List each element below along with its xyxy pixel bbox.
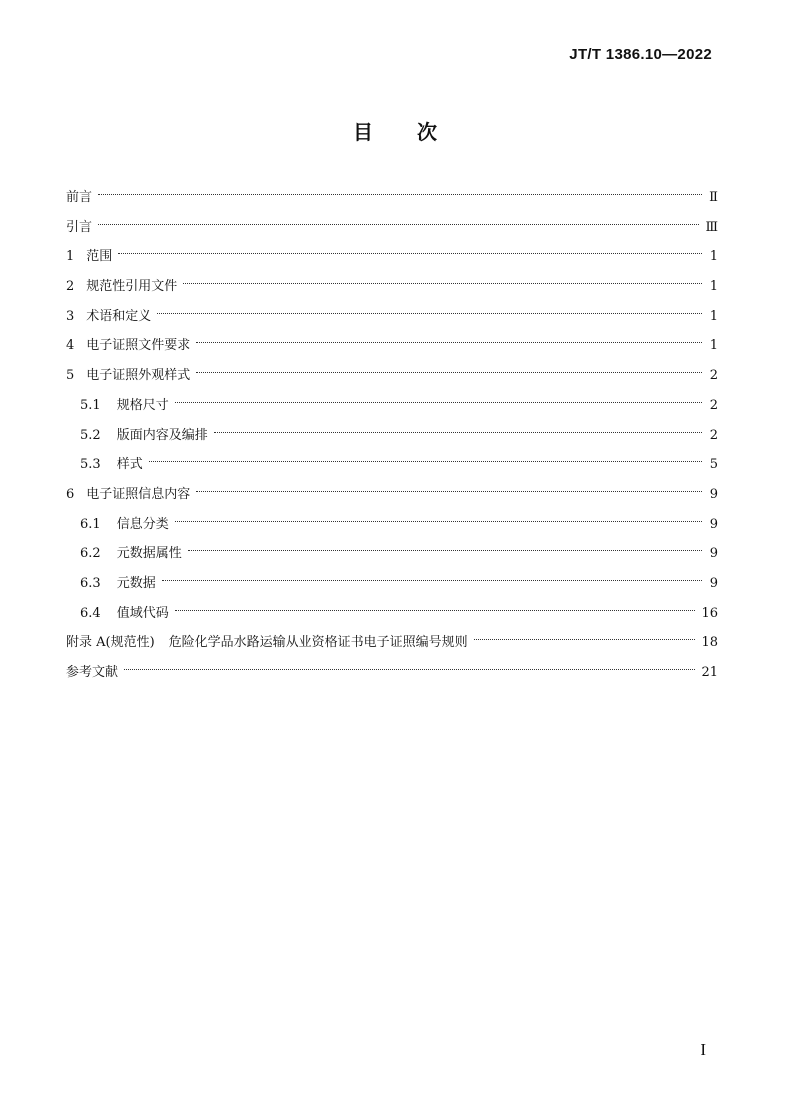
toc-entry[interactable] (66, 450, 718, 480)
toc-entry[interactable] (66, 183, 718, 213)
toc-entry-label: 电子证照文件要求 (86, 338, 191, 354)
toc-leader-dots (149, 461, 702, 462)
toc-entry-label: 值域代码 (116, 605, 169, 621)
toc-entry[interactable] (66, 480, 718, 510)
toc-title-char: 次 (417, 120, 437, 144)
toc-title (0, 116, 790, 145)
toc-entry-label: 参考文献 (66, 665, 119, 680)
toc-entry[interactable] (66, 421, 718, 451)
toc-title-char: 目 (353, 120, 373, 144)
toc-entry-page: 1 (709, 249, 718, 265)
page-number: I (700, 1040, 706, 1059)
toc-entry-page: 9 (709, 575, 718, 591)
toc-entry-page: 2 (709, 427, 718, 443)
toc-entry-page: 1 (709, 308, 718, 324)
toc-entry-label: 危险化学品水路运输从业资格证书电子证照编号规则 (168, 635, 468, 651)
toc-entry[interactable] (66, 391, 718, 421)
toc-leader-dots (188, 550, 702, 551)
toc-entry-label: 电子证照信息内容 (86, 486, 191, 502)
toc-entry[interactable] (66, 599, 718, 629)
toc-list (66, 183, 718, 688)
toc-leader-dots (196, 372, 702, 373)
toc-entry-label: 范围 (86, 249, 113, 265)
toc-leader-dots (196, 342, 702, 343)
toc-entry-label: 术语和定义 (86, 308, 152, 324)
toc-entry-number: 2 (66, 279, 75, 295)
toc-entry-label: 电子证照外观样式 (86, 368, 191, 384)
toc-entry-number: 5.3 (80, 457, 101, 473)
toc-entry[interactable] (66, 272, 718, 302)
toc-entry-number: 5.1 (80, 397, 101, 413)
toc-entry-number: 5 (66, 368, 75, 384)
toc-entry-label: 版面内容及编排 (116, 427, 208, 443)
toc-entry-number: 5.2 (80, 427, 101, 443)
toc-leader-dots (175, 402, 702, 403)
toc-entry-number: 6.3 (80, 575, 101, 591)
toc-entry-label: 规范性引用文件 (86, 279, 178, 295)
toc-entry[interactable] (66, 242, 718, 272)
toc-leader-dots (175, 610, 696, 611)
toc-entry-page: 2 (709, 397, 718, 413)
toc-entry-page: 9 (709, 546, 718, 562)
toc-entry[interactable] (66, 302, 718, 332)
toc-entry-number: 1 (66, 249, 75, 265)
toc-entry-label: 规格尺寸 (116, 397, 169, 413)
toc-entry[interactable] (66, 331, 718, 361)
toc-leader-dots (98, 194, 702, 195)
toc-leader-dots (118, 253, 702, 254)
toc-entry-label: 元数据属性 (116, 546, 182, 562)
toc-entry-page: 5 (709, 457, 718, 473)
toc-entry[interactable] (66, 510, 718, 540)
toc-leader-dots (183, 283, 702, 284)
toc-entry[interactable] (66, 628, 718, 658)
toc-entry-page: 16 (701, 605, 718, 621)
toc-entry-number: 6.1 (80, 516, 101, 532)
toc-entry-page: 1 (709, 279, 718, 295)
toc-entry-page: 9 (709, 486, 718, 502)
toc-entry-label: 信息分类 (116, 516, 169, 532)
toc-leader-dots (162, 580, 702, 581)
toc-entry[interactable] (66, 213, 718, 243)
toc-entry-page: 1 (709, 338, 718, 354)
toc-entry-number: 6.2 (80, 546, 101, 562)
toc-entry-page: 21 (701, 665, 718, 680)
toc-entry-label: 样式 (116, 457, 143, 473)
toc-entry-label: 前言 (66, 190, 93, 205)
toc-entry[interactable] (66, 569, 718, 599)
toc-entry-page: 2 (709, 368, 718, 384)
toc-entry-label: 引言 (66, 219, 93, 235)
toc-leader-dots (474, 639, 696, 640)
doc-code: JT/T 1386.10—2022 (569, 46, 712, 63)
toc-leader-dots (98, 224, 699, 225)
toc-entry-number: 附录 A(规范性) (66, 635, 155, 651)
toc-entry-label: 元数据 (116, 575, 156, 591)
toc-entry-page: 9 (709, 516, 718, 532)
toc-leader-dots (196, 491, 702, 492)
toc-leader-dots (124, 669, 695, 670)
toc-entry-page: Ⅲ (705, 219, 718, 235)
toc-entry-number: 6 (66, 486, 75, 502)
toc-entry[interactable] (66, 658, 718, 688)
toc-entry-number: 4 (66, 338, 75, 354)
toc-entry-number: 3 (66, 308, 75, 324)
toc-entry-number: 6.4 (80, 605, 101, 621)
toc-entry-page: 18 (701, 635, 718, 651)
toc-entry-page: Ⅱ (709, 190, 718, 205)
toc-entry[interactable] (66, 361, 718, 391)
toc-leader-dots (175, 521, 702, 522)
toc-leader-dots (214, 432, 702, 433)
toc-leader-dots (157, 313, 702, 314)
toc-entry[interactable] (66, 539, 718, 569)
